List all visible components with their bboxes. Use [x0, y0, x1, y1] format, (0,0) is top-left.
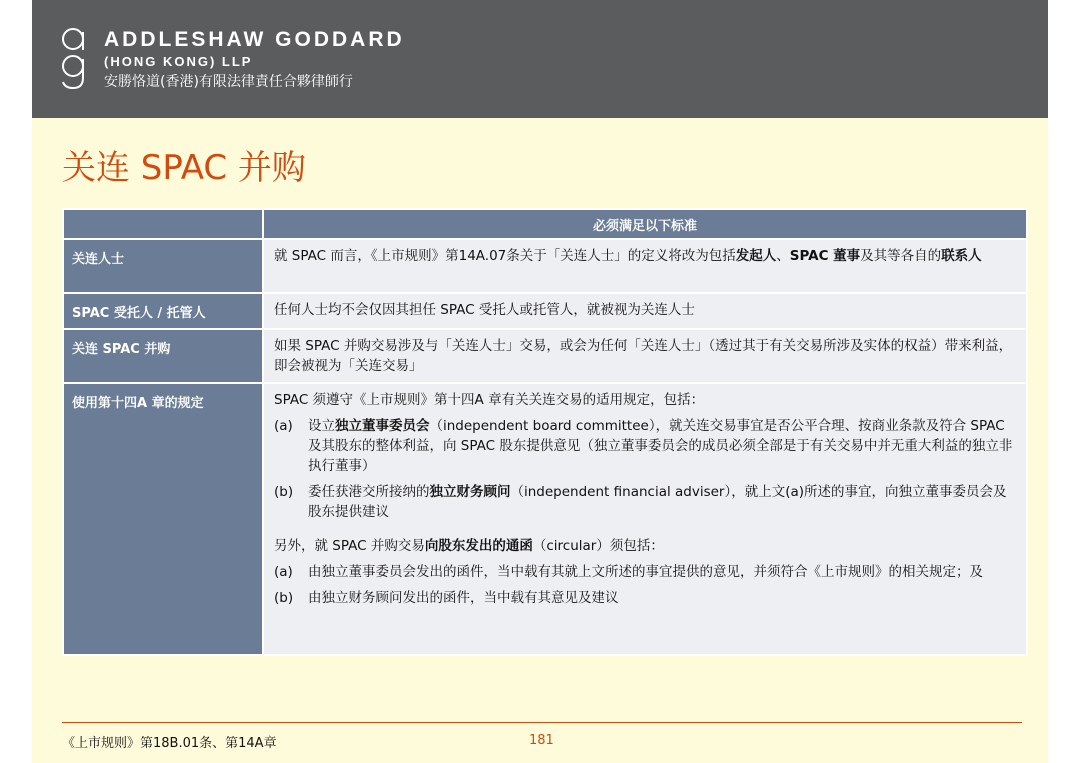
firm-name: ADDLESHAW GODDARD	[104, 28, 405, 51]
row-bold-text: SPAC 董事	[789, 248, 861, 264]
row-text: 、	[776, 248, 790, 264]
list-text-part: （independent financial adviser），就上文(a)所述的事宜，向独立董事委员会及股东提供建议	[308, 484, 1007, 520]
footer-divider	[62, 722, 1022, 723]
table-row	[64, 240, 1026, 292]
para-bold-text: 向股东发出的通函	[424, 538, 533, 554]
table-row	[64, 384, 1026, 654]
row-content	[264, 384, 1026, 654]
page-title: 关连 SPAC 并购	[62, 148, 306, 188]
list-item	[274, 482, 1016, 522]
list-text-part: （independent board committee），就关连交易事宜是否公平合理、按商业条款及符合 SPAC 及其股东的整体利益，向 SPAC 股东提供意见（独立董事委员会的成员必须全部是于有关交易中并无重大利益的独立非执行董事）	[308, 418, 1013, 474]
list-marker: (a)	[274, 564, 293, 580]
page-number: 181	[529, 733, 554, 748]
firm-chinese-name: 安勝恪道(香港)有限法律責任合夥律師行	[104, 74, 353, 90]
table-row	[64, 294, 1026, 328]
circular-intro	[274, 536, 1016, 556]
list-item	[274, 588, 1016, 608]
list-text-part: 委任获港交所接纳的	[308, 484, 430, 500]
list-text	[308, 416, 1016, 476]
criteria-table	[62, 208, 1028, 656]
list-text: 由独立董事委员会发出的函件，当中载有其就上文所述的事宜提供的意见，并须符合《上市规则》的相关规定；及	[308, 564, 983, 580]
list-item	[274, 562, 1016, 582]
list-marker: (a)	[274, 418, 293, 434]
list-text	[308, 482, 1016, 522]
row-text: 就 SPAC 而言，《上市规则》第14A.07条关于「关连人士」的定义将改为包括	[274, 248, 736, 264]
para-text: 另外，就 SPAC 并购交易	[274, 538, 425, 554]
row-intro: SPAC 须遵守《上市规则》第十四A 章有关关连交易的适用规定，包括：	[274, 392, 705, 408]
list-marker: (b)	[274, 484, 294, 500]
row-content	[264, 240, 1026, 292]
header-bar	[32, 0, 1048, 118]
firm-subtitle: (HONG KONG) LLP	[104, 54, 253, 69]
list-text-part: 设立	[308, 418, 335, 434]
ag-logo-icon	[60, 26, 86, 90]
row-bold-text: 联系人	[941, 248, 982, 264]
row-label: SPAC 受托人 / 托管人	[64, 294, 262, 328]
row-bold-text: 发起人	[735, 248, 777, 264]
list-bold-text: 独立董事委员会	[335, 418, 430, 434]
para-text: （circular）须包括：	[532, 538, 664, 554]
row-text: 及其等各自的	[860, 248, 942, 264]
row-label: 使用第十四A 章的规定	[64, 384, 262, 654]
row-content: 任何人士均不会仅因其担任 SPAC 受托人或托管人，就被视为关连人士	[264, 294, 1026, 328]
row-label: 关连人士	[64, 240, 262, 292]
row-label: 关连 SPAC 并购	[64, 330, 262, 382]
table-header: 必须满足以下标准	[264, 210, 1026, 238]
slide	[32, 0, 1048, 763]
list-bold-text: 独立财务顾问	[429, 484, 511, 500]
footer-source: 《上市规则》第18B.01条、第14A章	[62, 736, 277, 751]
table-header-row	[64, 210, 1026, 238]
list-item	[274, 416, 1016, 476]
table-row	[64, 330, 1026, 382]
row-content: 如果 SPAC 并购交易涉及与「关连人士」交易，或会为任何「关连人士」（透过其于有关交易所涉及实体的权益）带来利益，即会被视为「关连交易」	[264, 330, 1026, 382]
table-header-empty	[64, 210, 262, 238]
list-marker: (b)	[274, 590, 294, 606]
list-text: 由独立财务顾问发出的函件，当中载有其意见及建议	[308, 590, 619, 606]
